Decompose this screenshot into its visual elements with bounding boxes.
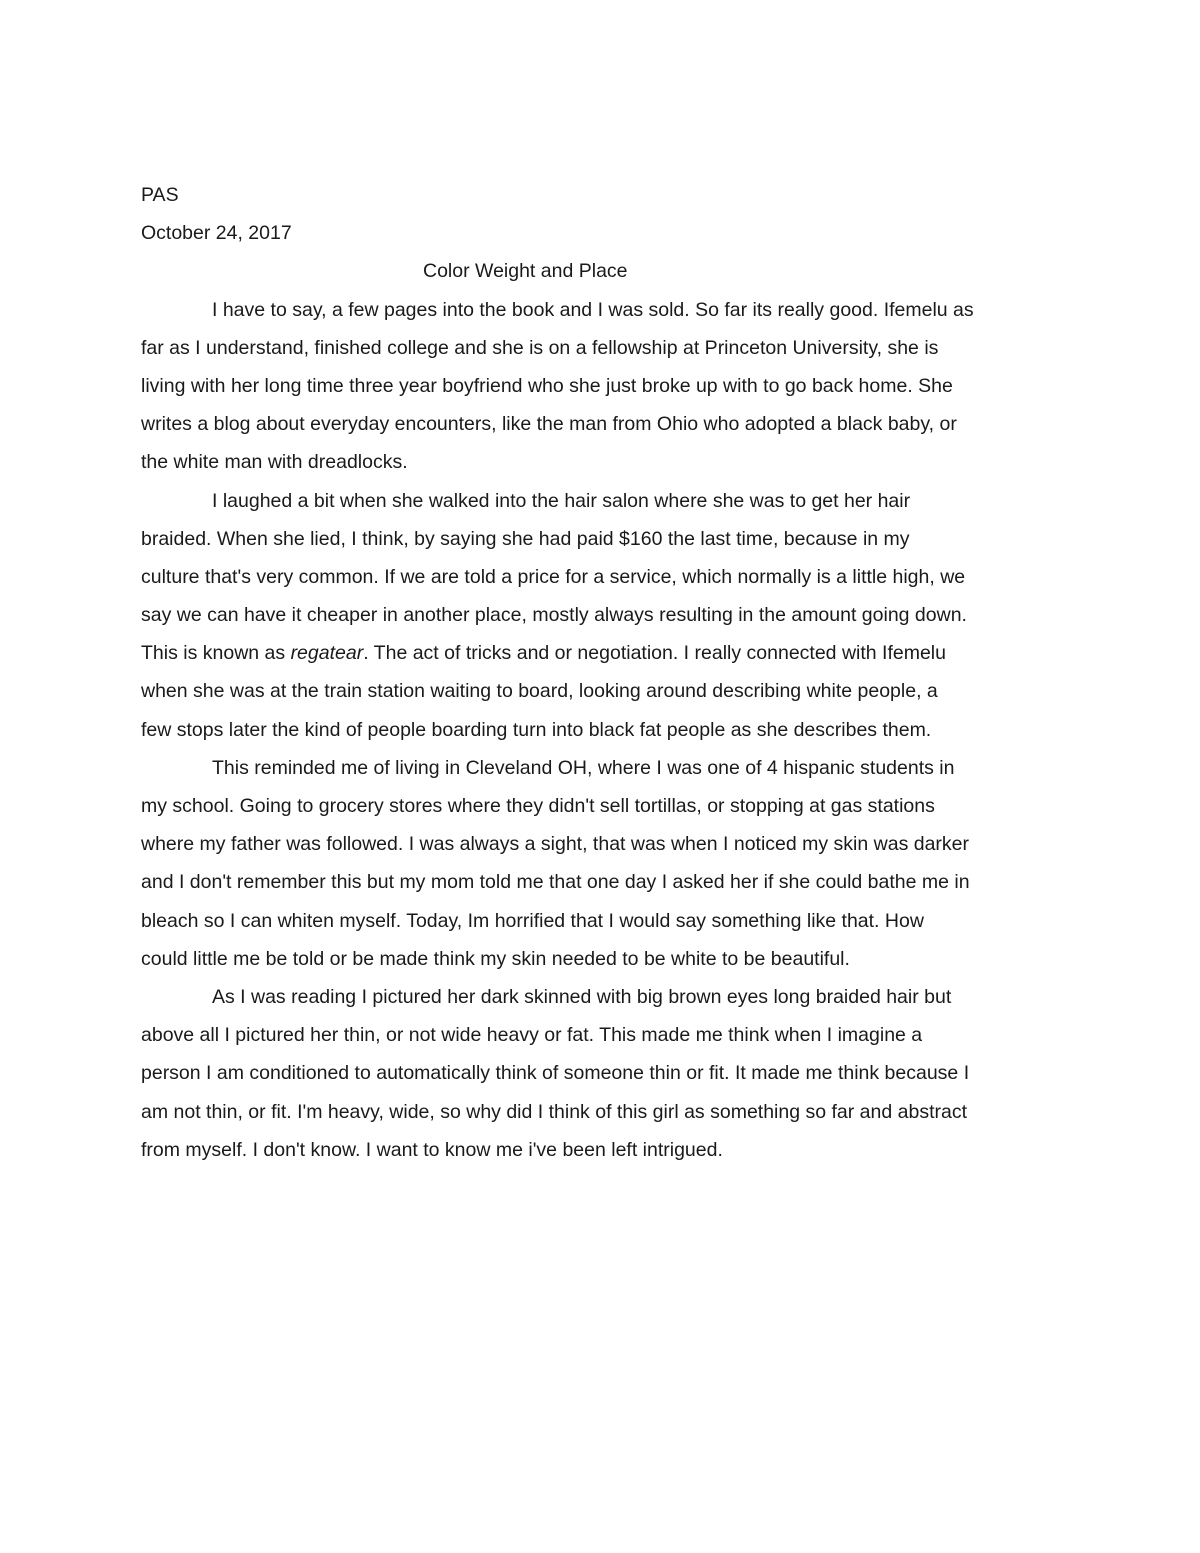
paragraph-line: from myself. I don't know. I want to know me i've been left intrigued. bbox=[141, 1138, 723, 1161]
paragraph-line: As I was reading I pictured her dark skinned with big brown eyes long braided hair but bbox=[212, 985, 952, 1008]
document-date: October 24, 2017 bbox=[141, 222, 292, 245]
author-name: PAS bbox=[141, 184, 179, 206]
document-body bbox=[141, 176, 1061, 1169]
paragraph-line: my school. Going to grocery stores where they didn't sell tortillas, or stopping at gas stations bbox=[141, 795, 935, 817]
paragraph-line: say we can have it cheaper in another place, mostly always resulting in the amount going down. bbox=[141, 604, 967, 627]
paragraph-2 bbox=[141, 482, 1061, 749]
paragraph-line: living with her long time three year boyfriend who she just broke up with to go back home. She bbox=[141, 374, 953, 397]
paragraph-line: few stops later the kind of people boarding turn into black fat people as she describes them. bbox=[141, 718, 932, 741]
paragraph-line: braided. When she lied, I think, by saying she had paid $160 the last time, because in my bbox=[141, 527, 910, 550]
document-title: Color Weight and Place bbox=[423, 260, 628, 283]
paragraph-3 bbox=[141, 749, 1061, 978]
line-text: This is known as bbox=[141, 642, 291, 665]
paragraph-line: I have to say, a few pages into the book and I was sold. So far its really good. Ifemelu as bbox=[212, 298, 974, 321]
line-text: . The act of tricks and or negotiation. I really connected with Ifemelu bbox=[363, 642, 946, 665]
italic-term: regatear bbox=[290, 642, 364, 665]
paragraph-line: person I am conditioned to automatically think of someone thin or fit. It made me think because I bbox=[141, 1062, 970, 1085]
paragraph-line bbox=[141, 634, 1061, 672]
paragraph-4 bbox=[141, 978, 1061, 1169]
paragraph-line: writes a blog about everyday encounters, like the man from Ohio who adopted a black baby, or bbox=[141, 413, 957, 436]
paragraph-line: I laughed a bit when she walked into the hair salon where she was to get her hair bbox=[212, 489, 911, 512]
paragraph-line: culture that's very common. If we are told a price for a service, which normally is a little high, we bbox=[141, 565, 966, 588]
paragraph-line: This reminded me of living in Cleveland OH, where I was one of 4 hispanic students in bbox=[212, 756, 955, 779]
paragraph-line: above all I pictured her thin, or not wide heavy or fat. This made me think when I imagine a bbox=[141, 1024, 923, 1047]
paragraph-1 bbox=[141, 291, 1061, 482]
paragraph-line: am not thin, or fit. I'm heavy, wide, so why did I think of this girl as something so far and abstract bbox=[141, 1100, 967, 1123]
paragraph-line: the white man with dreadlocks. bbox=[141, 451, 408, 474]
paragraph-line: could little me be told or be made think my skin needed to be white to be beautiful. bbox=[141, 947, 850, 970]
paragraph-line: bleach so I can whiten myself. Today, Im horrified that I would say something like that. How bbox=[141, 909, 924, 932]
paragraph-line: when she was at the train station waiting to board, looking around describing white people, a bbox=[141, 680, 938, 703]
paragraph-line: far as I understand, finished college and she is on a fellowship at Princeton University, she is bbox=[141, 336, 939, 359]
paragraph-line: and I don't remember this but my mom told me that one day I asked her if she could bathe me in bbox=[141, 871, 970, 894]
paragraph-line: where my father was followed. I was always a sight, that was when I noticed my skin was darker bbox=[141, 833, 970, 856]
